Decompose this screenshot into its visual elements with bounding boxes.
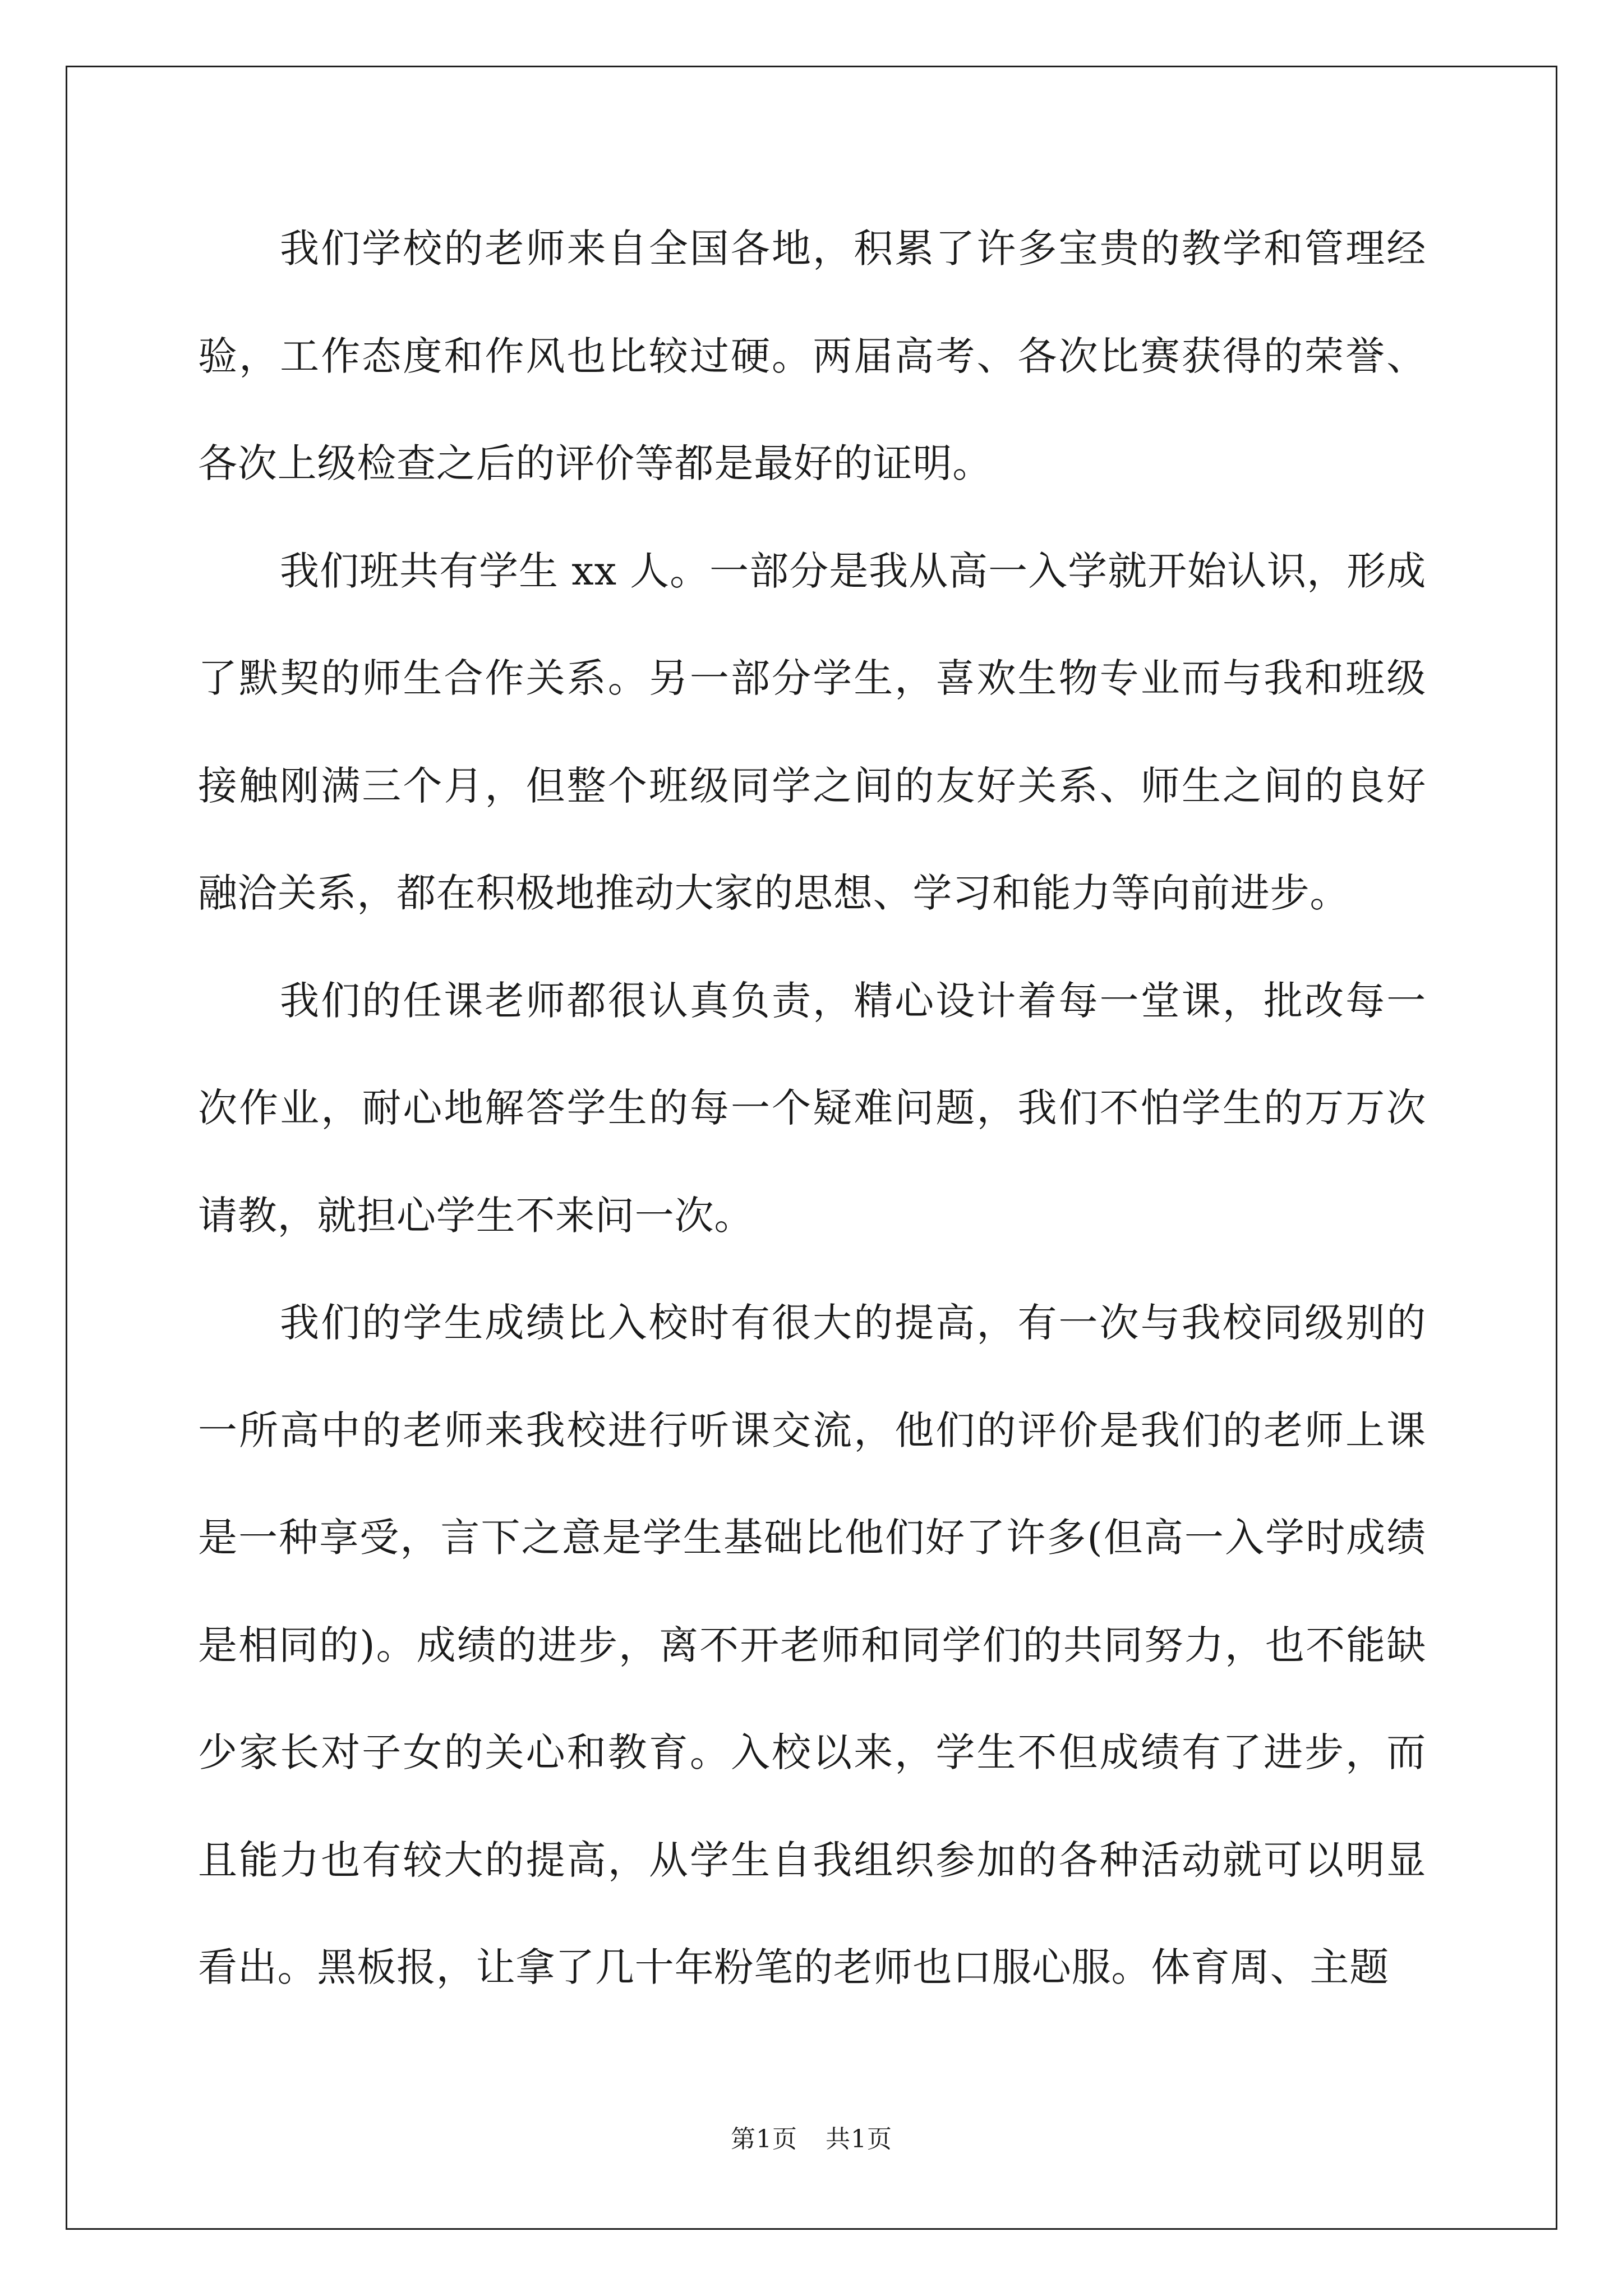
current-page-number: 第1页	[731, 2125, 797, 2154]
paragraph-3: 我们的任课老师都很认真负责，精心设计着每一堂课，批改每一次作业，耐心地解答学生的每一个疑难问题，我们不怕学生的万万次请教，就担心学生不来问一次。	[198, 977, 1426, 1239]
total-pages: 共1页	[826, 2125, 892, 2154]
paragraph-2: 我们班共有学生 xx 人。一部分是我从高一入学就开始认识，形成了默契的师生合作关系。另一部分学生，喜欢生物专业而与我和班级接触刚满三个月，但整个班级同学之间的友好关系、师生之间的良好融洽关系，都在积极地推动大家的思想、学习和能力等向前进步。	[198, 547, 1426, 916]
paragraph-4: 我们的学生成绩比入校时有很大的提高，有一次与我校同级别的一所高中的老师来我校进行听课交流，他们的评价是我们的老师上课是一种享受，言下之意是学生基础比他们好了许多(但高一入学时成绩是相同的)。成绩的进步，离不开老师和同学们的共同努力，也不能缺少家长对子女的关心和教育。入校以来，学生不但成绩有了进步，而且能力也有较大的提高，从学生自我组织参加的各种活动就可以明显看出。黑板报，让拿了几十年粉笔的老师也口服心服。体育周、主题	[198, 1300, 1426, 1990]
page-footer	[0, 2123, 1623, 2156]
document-body	[198, 195, 1426, 2022]
paragraph-1: 我们学校的老师来自全国各地，积累了许多宝贵的教学和管理经验，工作态度和作风也比较过硬。两届高考、各次比赛获得的荣誉、各次上级检查之后的评价等都是最好的证明。	[198, 226, 1426, 486]
